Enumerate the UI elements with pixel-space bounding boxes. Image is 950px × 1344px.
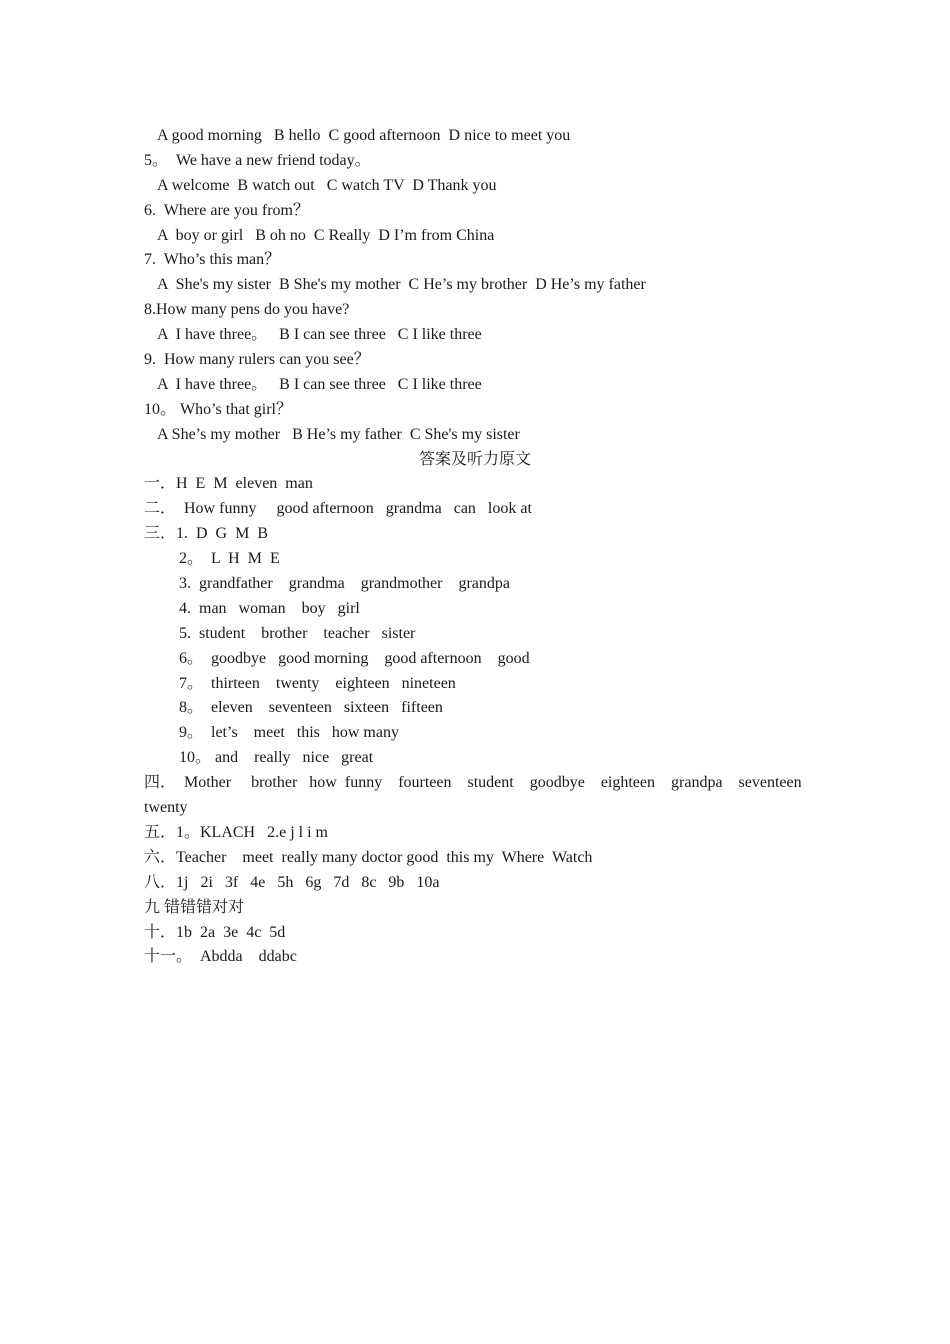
q4-options: A good morning B hello C good afternoon D nice to meet you [157,127,571,144]
q10-options: A She’s my mother B He’s my father C She's my sister [157,425,520,443]
document-page [144,124,824,970]
answer-part-11: 十一。 Abdda ddabc [144,948,297,966]
q7-prompt: 7. Who’s this man？ [144,251,281,269]
answer-part-3-item: 4. man woman boy girl [179,599,360,617]
q8-options: A I have three。 B I can see three C I like three [157,326,482,344]
answer-part-5: 五．1。KLACH 2.e j l i m [144,823,328,841]
q5-options: A welcome B watch out C watch TV D Thank you [157,176,497,194]
answer-part-10: 十．1b 2a 3e 4c 5d [144,923,286,941]
q10-prompt: 10。 Who’s that girl？ [144,400,292,418]
answer-part-3-item: 6。 goodbye good morning good afternoon good [179,649,530,667]
answers-title: 答案及听力原文 [418,450,531,468]
answer-part-3-item: 7。 thirteen twenty eighteen nineteen [179,674,456,692]
answer-part-6: 六．Teacher meet really many doctor good this my Where Watch [144,848,593,866]
answer-part-3-item: 10。 and really nice great [179,749,374,767]
answer-part-8: 八．1j 2i 3f 4e 5h 6g 7d 8c 9b 10a [144,873,440,891]
answer-part-4-continued: twenty [144,799,188,817]
answer-part-3-item: 2。 L H M E [179,550,280,568]
q9-options: A I have three。 B I can see three C I like three [157,375,482,393]
q6-prompt: 6. Where are you from？ [144,201,309,219]
answer-part-3-item: 9。 let’s meet this how many [179,724,399,742]
q5-prompt: 5。 We have a new friend today。 [144,151,371,169]
q8-prompt: 8.How many pens do you have? [144,301,350,319]
answer-part-3-item: 8。 eleven seventeen sixteen fifteen [179,699,443,717]
answer-part-2: 二． How funny good afternoon grandma can look at [144,500,532,518]
answer-part-1: 一．H E M eleven man [144,475,313,493]
q6-options: A boy or girl B oh no C Really D I’m from China [157,226,495,244]
answer-part-3-item: 5. student brother teacher sister [179,624,416,642]
q7-options: A She's my sister B She's my mother C He’s my brother D He’s my father [157,276,646,294]
answer-part-3-item: 3. grandfather grandma grandmother grandpa [179,575,510,593]
answer-part-3-head: 三．1. D G M B [144,525,269,543]
answer-part-9: 九 错错错对对 [144,898,245,916]
q9-prompt: 9. How many rulers can you see？ [144,351,370,369]
answer-part-4: 四． Mother brother how funny fourteen student goodbye eighteen grandpa seventeen [144,774,802,792]
